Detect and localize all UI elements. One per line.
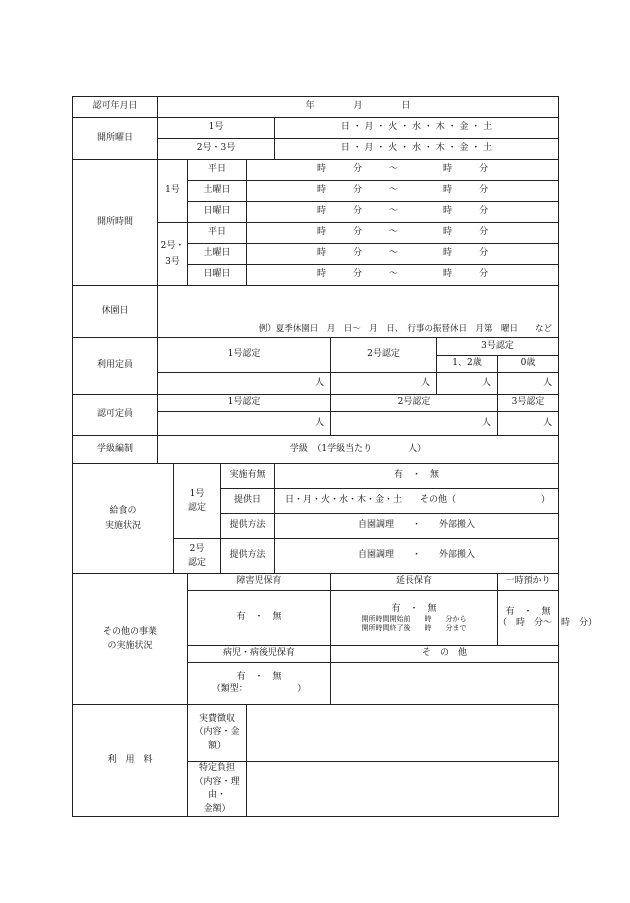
capacity-age0-value[interactable]: 人 bbox=[498, 373, 559, 395]
temp-care-label: 一時預かり bbox=[498, 574, 559, 591]
disabled-care-value[interactable]: 有 ・ 無 bbox=[188, 591, 331, 646]
meals-implemented-label: 実施有無 bbox=[221, 464, 275, 489]
holidays-example: 例）夏季休園日 月 日～ 月 日、 行事の振替休日 月第 曜日 など bbox=[258, 324, 553, 335]
meals-type1: 1号 認定 bbox=[174, 464, 221, 539]
meals-method-label-2: 提供方法 bbox=[221, 539, 275, 574]
sick-care-label: 病児・病後児保育 bbox=[188, 646, 331, 663]
meals-method-value-2[interactable]: 自園調理 ・ 外部搬入 bbox=[275, 539, 559, 574]
approved-type3-value[interactable]: 人 bbox=[498, 412, 559, 436]
day-type-weekday-2: 平日 bbox=[188, 223, 247, 244]
capacity-type1-value[interactable]: 人 bbox=[158, 373, 331, 395]
approved-type1-value[interactable]: 人 bbox=[158, 412, 331, 436]
capacity-label: 利用定員 bbox=[73, 338, 158, 395]
opening-days-type-1: 1号 bbox=[158, 118, 275, 139]
opening-days-value-1[interactable]: 日 ・ 月 ・ 火 ・ 水 ・ 木 ・ 金 ・ 土 bbox=[275, 118, 559, 139]
temp-care-value[interactable]: 有 ・ 無 （ 時 分～ 時 分） bbox=[498, 591, 559, 646]
sick-care-value[interactable]: 有 ・ 無 （類型： ） bbox=[188, 663, 331, 705]
opening-hours-group-2: 2号・ 3号 bbox=[158, 223, 188, 286]
meals-type2: 2号 認定 bbox=[174, 539, 221, 574]
approved-type1: 1号認定 bbox=[158, 395, 331, 412]
approval-date-field[interactable]: 年 月 日 bbox=[158, 97, 559, 118]
opening-days-value-2[interactable]: 日 ・ 月 ・ 火 ・ 水 ・ 木 ・ 金 ・ 土 bbox=[275, 139, 559, 160]
extended-care-label: 延長保育 bbox=[331, 574, 498, 591]
capacity-age12: 1、2歳 bbox=[437, 356, 498, 373]
day-type-saturday-1: 土曜日 bbox=[188, 181, 247, 202]
approved-capacity-label: 認可定員 bbox=[73, 395, 158, 436]
day-type-sunday-1: 日曜日 bbox=[188, 202, 247, 223]
meals-method-label-1: 提供方法 bbox=[221, 514, 275, 539]
special-burden-value[interactable] bbox=[247, 762, 559, 817]
opening-hours-sunday-1[interactable]: 時 分 ～ 時 分 bbox=[247, 202, 559, 223]
temp-care-time: （ 時 分～ 時 分） bbox=[498, 618, 598, 628]
opening-hours-label: 開所時間 bbox=[73, 160, 158, 286]
others-value[interactable] bbox=[331, 663, 559, 705]
holidays-field[interactable] bbox=[158, 286, 559, 338]
special-burden-label: 特定負担 （内容・理由・ 金額） bbox=[188, 762, 247, 817]
opening-days-label: 開所曜日 bbox=[73, 118, 158, 160]
capacity-age12-value[interactable]: 人 bbox=[437, 373, 498, 395]
holidays-label: 休園日 bbox=[73, 286, 158, 338]
opening-hours-sunday-2[interactable]: 時 分 ～ 時 分 bbox=[247, 265, 559, 286]
facility-table bbox=[72, 96, 598, 817]
capacity-age0: 0歳 bbox=[498, 356, 559, 373]
meals-serving-days-value[interactable]: 日・月・火・水・木・金・土 その他（ ） bbox=[275, 489, 559, 514]
other-services-label: その他の事業 の実施状況 bbox=[73, 574, 188, 705]
approval-date-label: 認可年月日 bbox=[73, 97, 158, 118]
fees-label: 利 用 料 bbox=[73, 705, 188, 817]
extended-care-after: 開所時間終了後 時 分まで bbox=[361, 623, 467, 632]
opening-hours-saturday-1[interactable]: 時 分 ～ 時 分 bbox=[247, 181, 559, 202]
opening-hours-saturday-2[interactable]: 時 分 ～ 時 分 bbox=[247, 244, 559, 265]
meals-serving-days-label: 提供日 bbox=[221, 489, 275, 514]
opening-hours-weekday-1[interactable]: 時 分 ～ 時 分 bbox=[247, 160, 559, 181]
actual-cost-label: 実費徴収 （内容・金額） bbox=[188, 705, 247, 762]
sick-care-type: （類型： ） bbox=[211, 683, 307, 694]
meals-label: 給食の 実施状況 bbox=[73, 464, 174, 574]
approved-type2: 2号認定 bbox=[331, 395, 498, 412]
day-type-weekday-1: 平日 bbox=[188, 160, 247, 181]
meals-implemented-value[interactable]: 有 ・ 無 bbox=[275, 464, 559, 489]
opening-hours-group-1: 1号 bbox=[158, 160, 188, 223]
capacity-type2: 2号認定 bbox=[331, 338, 437, 373]
others-label: そ の 他 bbox=[331, 646, 559, 663]
facility-form bbox=[72, 96, 598, 817]
day-type-sunday-2: 日曜日 bbox=[188, 265, 247, 286]
capacity-type2-value[interactable]: 人 bbox=[331, 373, 437, 395]
approved-type2-value[interactable]: 人 bbox=[331, 412, 498, 436]
opening-hours-weekday-2[interactable]: 時 分 ～ 時 分 bbox=[247, 223, 559, 244]
opening-days-type-2: 2号・3号 bbox=[158, 139, 275, 160]
class-composition-label: 学級編制 bbox=[73, 436, 158, 464]
extended-care-value[interactable]: 有 ・ 無 開所時間開始前 時 分から 開所時間終了後 時 分まで bbox=[331, 591, 498, 646]
disabled-care-label: 障害児保育 bbox=[188, 574, 331, 591]
day-type-saturday-2: 土曜日 bbox=[188, 244, 247, 265]
capacity-type3: 3号認定 bbox=[437, 338, 559, 356]
meals-method-value-1[interactable]: 自園調理 ・ 外部搬入 bbox=[275, 514, 559, 539]
actual-cost-value[interactable] bbox=[247, 705, 559, 762]
class-composition-field[interactable]: 学級 （1学級当たり 人） bbox=[158, 436, 559, 464]
approved-type3: 3号認定 bbox=[498, 395, 559, 412]
capacity-type1: 1号認定 bbox=[158, 338, 331, 373]
extended-care-before: 開所時間開始前 時 分から bbox=[361, 614, 467, 623]
